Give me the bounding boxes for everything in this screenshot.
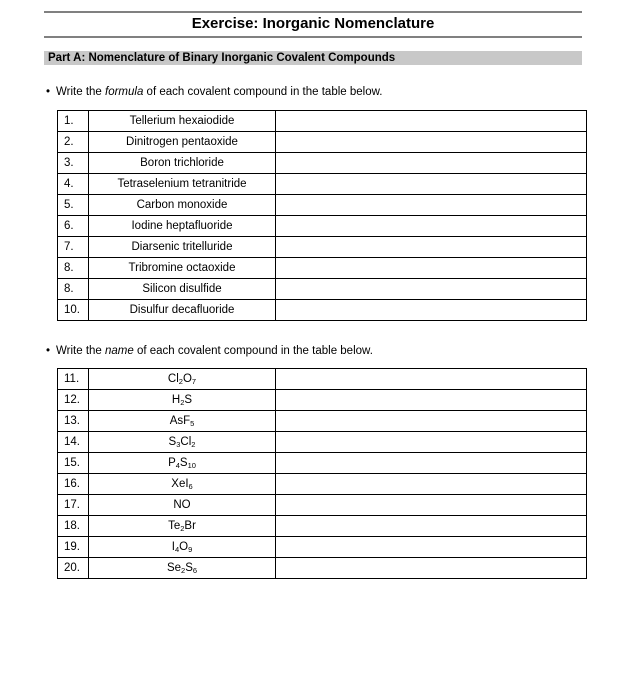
formula-part: 4 (174, 545, 180, 554)
compound-name: Disulfur decafluoride (89, 300, 276, 321)
table-row (58, 300, 587, 321)
formula-part: AsF (169, 415, 191, 427)
formula-part: I (171, 541, 175, 553)
table-row (58, 369, 587, 390)
compound-name: Carbon monoxide (89, 195, 276, 216)
question-number: 16. (58, 474, 89, 495)
formula-part: P (168, 457, 176, 469)
table-row (58, 258, 587, 279)
instruction-name (46, 344, 373, 358)
table-row (58, 216, 587, 237)
answer-cell[interactable] (276, 474, 587, 495)
compound-formula (89, 411, 276, 432)
question-number: 4. (58, 174, 89, 195)
answer-cell[interactable] (276, 537, 587, 558)
title-bottom-rule (44, 36, 582, 38)
answer-cell[interactable] (276, 300, 587, 321)
question-number: 5. (58, 195, 89, 216)
compound-name: Silicon disulfide (89, 279, 276, 300)
answer-cell[interactable] (276, 237, 587, 258)
answer-cell[interactable] (276, 132, 587, 153)
answer-cell[interactable] (276, 432, 587, 453)
answer-cell[interactable] (276, 390, 587, 411)
compound-formula (89, 432, 276, 453)
formula-part: 9 (188, 545, 193, 554)
name-table (57, 368, 587, 579)
bullet-icon: • (46, 86, 51, 98)
table-row (58, 432, 587, 453)
compound-name: Tribromine octaoxide (89, 258, 276, 279)
instruction-formula (46, 85, 382, 99)
answer-cell[interactable] (276, 369, 587, 390)
answer-cell[interactable] (276, 516, 587, 537)
compound-formula (89, 558, 276, 579)
formula-part: NO (173, 499, 191, 511)
instruction-text-before: Write the (56, 86, 105, 98)
formula-part: O (182, 373, 192, 385)
question-number: 13. (58, 411, 89, 432)
instruction-emphasis: formula (105, 86, 144, 98)
formula-part: S (179, 457, 188, 469)
formula-part: 5 (190, 419, 195, 428)
question-number: 20. (58, 558, 89, 579)
answer-cell[interactable] (276, 558, 587, 579)
question-number: 10. (58, 300, 89, 321)
compound-formula (89, 369, 276, 390)
table-row (58, 558, 587, 579)
compound-formula (89, 474, 276, 495)
table-row (58, 516, 587, 537)
question-number: 12. (58, 390, 89, 411)
table-row (58, 237, 587, 258)
instruction-text-after: of each covalent compound in the table below. (133, 345, 373, 357)
answer-cell[interactable] (276, 495, 587, 516)
question-number: 3. (58, 153, 89, 174)
formula-part: S (184, 394, 193, 406)
formula-part: Se (166, 562, 182, 574)
compound-name: Boron trichloride (89, 153, 276, 174)
formula-part: Cl (167, 373, 179, 385)
formula-part: 2 (180, 398, 185, 407)
answer-cell[interactable] (276, 453, 587, 474)
table-row (58, 279, 587, 300)
formula-part: 7 (191, 377, 197, 386)
formula-part: 2 (191, 440, 196, 449)
answer-cell[interactable] (276, 153, 587, 174)
instruction-text-after: of each covalent compound in the table below. (143, 86, 383, 98)
answer-cell[interactable] (276, 258, 587, 279)
table-row (58, 111, 587, 132)
compound-name: Tellerium hexaiodide (89, 111, 276, 132)
formula-part: 3 (176, 440, 181, 449)
formula-part: 2 (178, 377, 183, 386)
table-row (58, 174, 587, 195)
instruction-emphasis: name (105, 345, 134, 357)
table-row (58, 195, 587, 216)
table-row (58, 153, 587, 174)
formula-part: H (171, 394, 181, 406)
question-number: 1. (58, 111, 89, 132)
formula-part: O (179, 541, 189, 553)
part-a-heading: Part A: Nomenclature of Binary Inorganic Covalent Compounds (44, 51, 582, 65)
question-number: 6. (58, 216, 89, 237)
page-title: Exercise: Inorganic Nomenclature (191, 15, 435, 32)
formula-part: 6 (192, 566, 198, 575)
table-row (58, 453, 587, 474)
question-number: 15. (58, 453, 89, 474)
compound-formula (89, 516, 276, 537)
formula-part: Te (168, 520, 181, 532)
compound-formula (89, 495, 276, 516)
compound-name: Iodine heptafluoride (89, 216, 276, 237)
formula-part: 6 (188, 482, 193, 491)
answer-cell[interactable] (276, 279, 587, 300)
question-number: 17. (58, 495, 89, 516)
question-number: 11. (58, 369, 89, 390)
answer-cell[interactable] (276, 174, 587, 195)
formula-part: 4 (175, 461, 180, 470)
question-number: 19. (58, 537, 89, 558)
formula-part: Br (184, 520, 196, 532)
table-row (58, 474, 587, 495)
compound-name: Dinitrogen pentaoxide (89, 132, 276, 153)
answer-cell[interactable] (276, 195, 587, 216)
formula-part: XeI (171, 478, 189, 490)
formula-part: 10 (187, 461, 196, 470)
formula-table (57, 110, 587, 321)
table-row (58, 411, 587, 432)
compound-name: Diarsenic tritelluride (89, 237, 276, 258)
formula-part: Cl (180, 436, 192, 448)
formula-part: 2 (181, 566, 186, 575)
instruction-text-before: Write the (56, 345, 105, 357)
table-row (58, 537, 587, 558)
title-top-rule (44, 11, 582, 13)
formula-part: S (168, 436, 177, 448)
answer-cell[interactable] (276, 216, 587, 237)
question-number: 7. (58, 237, 89, 258)
table-row (58, 495, 587, 516)
question-number: 18. (58, 516, 89, 537)
compound-name: Tetraselenium tetranitride (89, 174, 276, 195)
compound-formula (89, 537, 276, 558)
compound-formula (89, 390, 276, 411)
table-row (58, 132, 587, 153)
question-number: 8. (58, 279, 89, 300)
answer-cell[interactable] (276, 111, 587, 132)
question-number: 8. (58, 258, 89, 279)
question-number: 2. (58, 132, 89, 153)
compound-formula (89, 453, 276, 474)
answer-cell[interactable] (276, 411, 587, 432)
bullet-icon: • (46, 345, 51, 357)
question-number: 14. (58, 432, 89, 453)
formula-part: S (185, 562, 193, 574)
formula-part: 2 (180, 524, 185, 533)
table-row (58, 390, 587, 411)
